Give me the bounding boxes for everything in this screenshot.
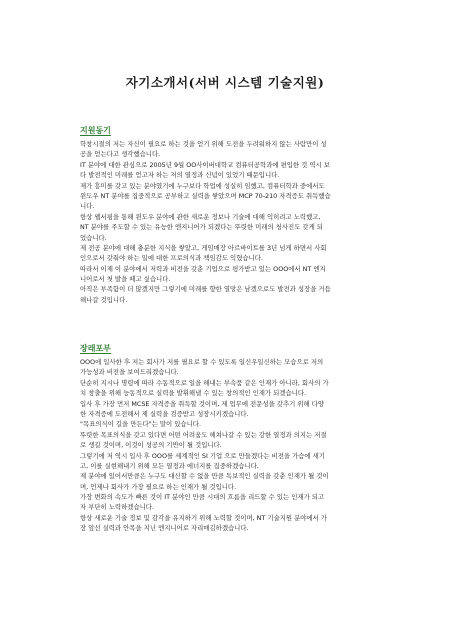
text-line: 며, 언제나 회사가 가장 필요로 하는 인재가 될 것입니다. (80, 482, 237, 491)
text-line: 공을 얻는다고 생각했습니다. (80, 150, 161, 159)
text-line: 윈도우 NT 분야를 집중적으로 공부하고 실력을 쌓았으며 MCP 70-210 자격증도 취득했습 (80, 191, 331, 200)
text-line: 가장 변화의 속도가 빠른 것이 IT 분야인 만큼 시대의 흐름을 리드할 수 있는 인재가 되고 (80, 493, 325, 502)
text-line: 그렇기에 저 역시 입사 후 OOO를 세계적인 SI 기업 으로 만들겠다는 비전을 가슴에 새기 (80, 451, 325, 460)
text-line: 항상 새로운 기술 정보 및 감각을 유지하기 위해 노력할 것이며, NT 기술지원 분야에서 가 (80, 513, 328, 522)
paragraph-lines (80, 357, 370, 534)
text-line: 장 앞선 실력과 안목을 지닌 엔지니어로 자리매김하겠습니다. (80, 524, 249, 533)
text-line: OOO에 입사한 후 저는 회사가 저를 필요로 할 수 있도록 일신우일신하는 모습으로 저의 (80, 358, 324, 366)
text-line: 치 창출을 위해 능동적으로 실력을 발휘해낼 수 있는 창의적인 인재가 되겠습니다. (80, 389, 307, 398)
text-line: 니어로서 첫 발을 떼고 싶습니다. (80, 275, 171, 284)
text-line: 고, 이를 실현해내기 위해 모든 열정과 에너지를 집중하겠습니다. (80, 461, 259, 470)
paragraph-lines (80, 139, 370, 305)
text-line: 니다. (80, 202, 95, 211)
text-line: 인으로서 갖춰야 하는 일에 대한 프로의식과 책임감도 익혔습니다. (80, 254, 263, 263)
section-heading: 장래포부 (80, 344, 111, 353)
section-motivation (80, 125, 370, 305)
text-line: 다 발전적인 미래를 얻고자 하는 저의 열정과 신념이 있었기 때문입니다. (80, 171, 280, 180)
text-line: 었습니다. (80, 233, 107, 242)
text-line: 입사 후 가장 먼저 MCSE 자격증을 취득할 것이며, 제 업무에 전문성을 갖추기 위해 다양 (80, 399, 325, 408)
document-title: 자기소개서(서버 시스템 기술지원) (125, 75, 325, 90)
text-line: NT 분야를 주도할 수 있는 유능한 엔지니어가 되겠다는 뚜렷한 미래의 청사진도 갖게 되 (80, 223, 323, 232)
text-line: IT 분야에 대한 관심으로 2005년 9월 OO사이버대학교 컴퓨터공학과에 편입한 것 역시 보 (80, 160, 330, 169)
text-line: 단순히 지시나 명령에 따라 수동적으로 일을 해내는 부속품 같은 인재가 아니라, 회사의 가 (80, 378, 329, 387)
text-line: 제가 흥미를 갖고 있는 분야였기에 누구보다 학업에 성실히 임했고, 컴퓨터학과 중에서도 (80, 181, 325, 190)
text-line: 따라서 이제 이 분야에서 저력과 비전을 갖춘 기업으로 평가받고 있는 OOO에서 NT 엔지 (80, 264, 326, 273)
text-line: 제 전공 분야에 대해 충분한 지식을 쌓았고, 게임매장 아르바이트를 3년 넘게 하면서 사회 (80, 243, 327, 252)
text-line: 항상 웹서핑을 통해 윈도우 분야에 관한 새로운 정보나 기술에 대해 익히려고 노력했고, (80, 212, 321, 221)
section-heading: 지원동기 (80, 126, 111, 135)
text-line: 로 생길 것이며, 이것이 성공의 기반이 될 것입니다. (80, 441, 222, 450)
text-line: 학창시절의 저는 자신이 필요로 하는 것을 얻기 위해 도전을 두려워하지 않는 사람만이 성 (80, 140, 327, 148)
text-line: 해나갈 것입니다. (80, 295, 128, 304)
text-line: 한 자격증에 도전해서 제 실력을 검증받고 성장시키겠습니다. (80, 409, 249, 418)
text-line: 아직은 부족함이 더 많겠지만 그렇기에 미래를 향한 열망은 남겠으로도 발전과 성장을 거듭 (80, 285, 331, 294)
text-line: 제 분야에 있어서만큼은 누구도 대신할 수 없을 만큼 독보적인 실력을 갖춘 인재가 될 것이 (80, 472, 329, 481)
text-line: 자 부단히 노력하겠습니다. (80, 503, 155, 512)
text-line: 뚜렷한 목표의식을 갖고 있다면 어떤 어려움도 헤쳐나갈 수 있는 강한 열정과 의지는 저절 (80, 430, 327, 439)
text-line: "목표의식이 길을 만든다"는 말이 있습니다. (80, 420, 201, 429)
section-future-goals (80, 343, 370, 534)
text-line: 가능성과 비전을 보여드리겠습니다. (80, 368, 179, 377)
